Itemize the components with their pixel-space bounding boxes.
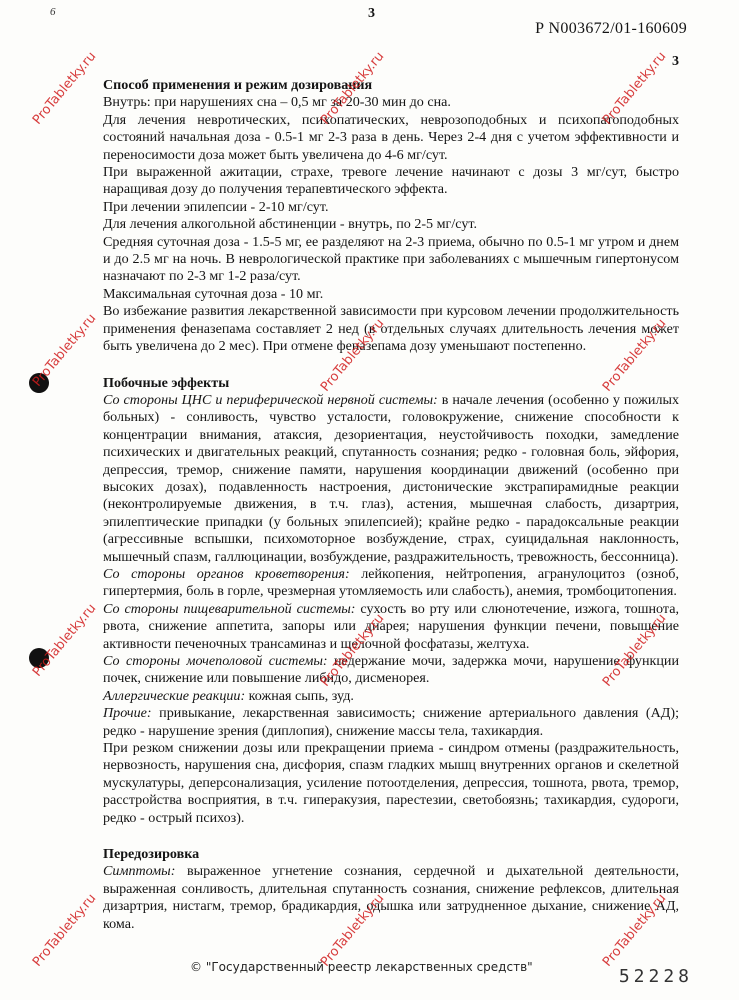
watermark: ProTabletky.ru (318, 611, 388, 690)
watermark: ProTabletky.ru (318, 891, 388, 970)
item-label: Со стороны органов кроветворения: (103, 565, 350, 582)
item-text: недержание мочи, задержка мочи, нарушение функции почек, снижение или повышение либидо, дисменорея. (103, 653, 679, 687)
watermark: ProTabletky.ru (30, 891, 100, 970)
watermark: ProTabletky.ru (600, 611, 670, 690)
side-effect-item (103, 392, 679, 566)
dosage-section (103, 77, 679, 356)
section-title: Побочные эффекты (103, 374, 230, 391)
item-label: Симптомы: (103, 863, 176, 880)
document-body (103, 77, 679, 933)
item-label: Аллергические реакции: (103, 687, 246, 704)
overdose-section (103, 846, 679, 933)
side-effect-item (103, 688, 679, 705)
paragraph: Во избежание развития лекарственной зависимости при курсовом лечении продолжительность применения феназепама составляет 2 нед (в отдельных случаях длительность лечения может быть увеличена до 2 мес). При отмене феназепама дозу уменьшают постепенно. (103, 303, 679, 355)
paragraph: Для лечения невротических, психопатических, неврозоподобных и психопатоподобных состояний начальная доза - 0.5-1 мг 2-3 раза в день. Через 2-4 дня с учетом эффективности и переносимости доза может быть увеличена до 4-6 мг/сут. (103, 111, 679, 163)
item-text: привыкание, лекарственная зависимость; снижение артериального давления (АД); редко - нарушение зрения (диплопия), снижение массы тела, тахикардия. (103, 705, 679, 739)
watermark: ProTabletky.ru (30, 49, 100, 128)
paragraph: Максимальная суточная доза - 10 мг. (103, 285, 324, 302)
watermark: ProTabletky.ru (30, 311, 100, 390)
item-label: Прочие: (103, 705, 152, 722)
side-effect-item (103, 705, 679, 740)
paragraph: Внутрь: при нарушениях сна – 0,5 мг за 20-30 мин до сна. (103, 94, 451, 111)
stamp-number: 52228 (618, 966, 693, 987)
watermark: ProTabletky.ru (318, 49, 388, 128)
section-title: Способ применения и режим дозирования (103, 77, 373, 93)
watermark: ProTabletky.ru (30, 601, 100, 680)
side-effect-item (103, 601, 679, 653)
punch-hole (29, 648, 49, 668)
paragraph: При лечении эпилепсии - 2-10 мг/сут. (103, 198, 329, 215)
registration-number: Р N003672/01-160609 (535, 20, 687, 37)
side-effects-section (103, 375, 679, 828)
watermark: ProTabletky.ru (600, 316, 670, 395)
withdrawal-paragraph: При резком снижении дозы или прекращении приема - синдром отмены (раздражительность, нервозность, нарушения сна, дисфория, спазм гладких мышц внутренних органов и скелетной мускулатуры, деперсонализация, усиление потоотделения, депрессия, тошнота, рвота, тремор, расстройства восприятия, в т.ч. гиперакузия, парестезии, светобоязнь; тахикардия, судороги, редко - острый психоз). (103, 740, 679, 826)
watermark: ProTabletky.ru (600, 891, 670, 970)
corner-mark: 6 (50, 6, 56, 18)
item-label: Со стороны ЦНС и периферической нервной системы: (103, 391, 438, 408)
paragraph: Средняя суточная доза - 1.5-5 мг, ее разделяют на 2-3 приема, обычно по 0.5-1 мг утром и днем и до 2.5 мг на ночь. В неврологической практике при заболеваниях с мышечным гипертонусом назначают по 2-3 мг 1-2 раза/сут. (103, 233, 679, 285)
watermark: ProTabletky.ru (600, 49, 670, 128)
punch-hole (29, 373, 49, 393)
page-number-side: 3 (672, 54, 679, 69)
item-label: Со стороны мочеполовой системы: (103, 653, 328, 669)
paragraph: При выраженной ажитации, страхе, тревоге лечение начинают с дозы 3 мг/сут, быстро наращивая дозу до получения терапевтического эффекта. (103, 164, 679, 198)
section-title: Передозировка (103, 846, 200, 863)
watermark: ProTabletky.ru (318, 316, 388, 395)
paragraph: Для лечения алкогольной абстиненции - внутрь, по 2-5 мг/сут. (103, 216, 477, 233)
item-text: лейкопения, нейтропения, агранулоцитоз (озноб, гипертермия, боль в горле, чрезмерная утомляемость или слабость), анемия, тромбоцитопения. (103, 565, 680, 600)
copyright-footer: © "Государственный реестр лекарственных средств" (190, 960, 533, 974)
item-label: Со стороны пищеварительной системы: (103, 600, 356, 617)
side-effect-item (103, 653, 679, 688)
item-text: кожная сыпь, зуд. (245, 687, 354, 704)
item-text: в начале лечения (особенно у пожилых больных) - сонливость, чувство усталости, головокружение, снижение способности к концентрации внимания, атаксия, дезориентация, неустойчивость походки, замедление психических и двигательных реакций, спутанность сознания; редко - головная боль, эйфория, депрессия, тремор, снижение памяти, нарушения координации движений (особенно при высоких дозах), подавленность настроения, дистонические экстрапирамидные реакции (неконтролируемые движения, в т.ч. глаз), астения, мышечная слабость, дизартрия, эпилептические припадки (у больных эпилепсией); крайне редко - парадоксальные реакции (агрессивные вспышки, психомоторное возбуждение, страх, суицидальная наклонность, мышечный спазм, галлюцинации, возбуждение, раздражительность, тревожность, бессонница). (103, 391, 679, 565)
overdose-paragraph (103, 863, 679, 933)
item-text: сухость во рту или слюнотечение, изжога, тошнота, рвота, снижение аппетита, запоры или диарея; нарушения функции печени, повышение активности печеночных трансаминаз и щелочной фосфатазы, желтуха. (103, 600, 679, 652)
side-effect-item (103, 566, 679, 601)
item-text: выраженное угнетение сознания, сердечной и дыхательной деятельности, выраженная сонливость, длительная спутанность сознания, снижение рефлексов, длительная дизартрия, нистагм, тремор, брадикардия, одышка или затрудненное дыхание, снижение АД, кома. (103, 863, 679, 932)
page-number-top: 3 (368, 6, 375, 21)
